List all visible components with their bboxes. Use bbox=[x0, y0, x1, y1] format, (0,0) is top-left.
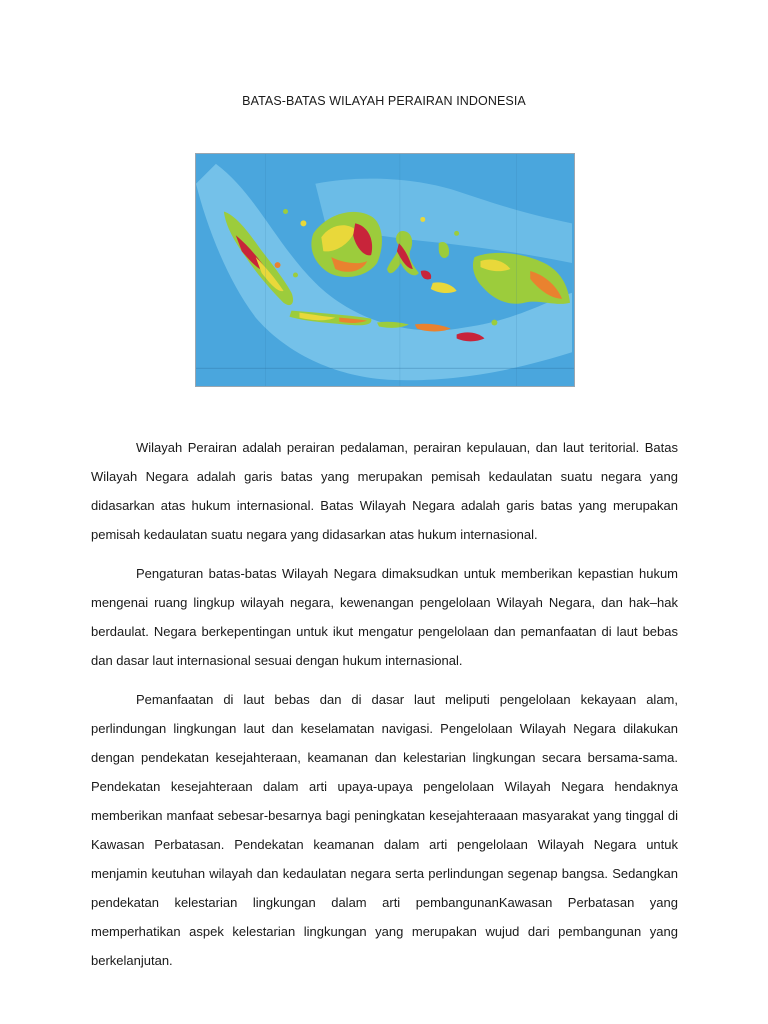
document-body bbox=[91, 433, 678, 985]
paragraph: Pemanfaatan di laut bebas dan di dasar laut meliputi pengelolaan kekayaan alam, perlindungan lingkungan laut dan keselamatan navigasi. Pengelolaan Wilayah Negara dilakukan dengan pendekatan kesejahteraan, keamanan dan kelestarian lingkungan secara bersama-sama. Pendekatan kesejahteraan dalam arti upaya-upaya pengelolaan Wilayah Negara hendaknya memberikan manfaat sebesar-besarnya bagi peningkatan kesejahteraaan masyarakat yang tinggal di Kawasan Perbatasan. Pendekatan keamanan dalam arti pengelolaan Wilayah Negara untuk menjamin keutuhan wilayah dan kedaulatan negara serta perlindungan segenap bangsa. Sedangkan pendekatan kelestarian lingkungan dalam arti pembangunanKawasan Perbatasan yang memperhatikan aspek kelestarian lingkungan yang merupakan wujud dari pembangunan yang berkelanjutan. bbox=[91, 692, 678, 968]
island-aru bbox=[491, 320, 497, 326]
paragraph: Wilayah Perairan adalah perairan pedalaman, perairan kepulauan, dan laut teritorial. Batas Wilayah Negara adalah garis batas yang merupakan pemisah kedaulatan suatu negara yang didasarkan atas hukum internasional. Batas Wilayah Negara adalah garis batas yang merupakan pemisah kedaulatan suatu negara yang didasarkan atas hukum internasional. bbox=[91, 440, 678, 542]
map-graphic bbox=[196, 154, 574, 386]
island-bangka bbox=[275, 262, 281, 268]
island-anambas bbox=[283, 209, 288, 214]
paragraph: Pengaturan batas-batas Wilayah Negara dimaksudkan untuk memberikan kepastian hukum mengenai ruang lingkup wilayah negara, kewenangan pengelolaan Wilayah Negara, dan hak–hak berdaulat. Negara berkepentingan untuk ikut mengatur pengelolaan dan pemanfaatan di laut bebas dan dasar laut internasional sesuai dengan hukum internasional. bbox=[91, 566, 678, 668]
island-belitung bbox=[293, 272, 298, 277]
island-morotai bbox=[454, 231, 459, 236]
document-title: BATAS-BATAS WILAYAH PERAIRAN INDONESIA bbox=[242, 94, 526, 108]
indonesia-waters-map bbox=[195, 153, 575, 387]
island-natuna bbox=[300, 220, 306, 226]
island-sangihe bbox=[420, 217, 425, 222]
